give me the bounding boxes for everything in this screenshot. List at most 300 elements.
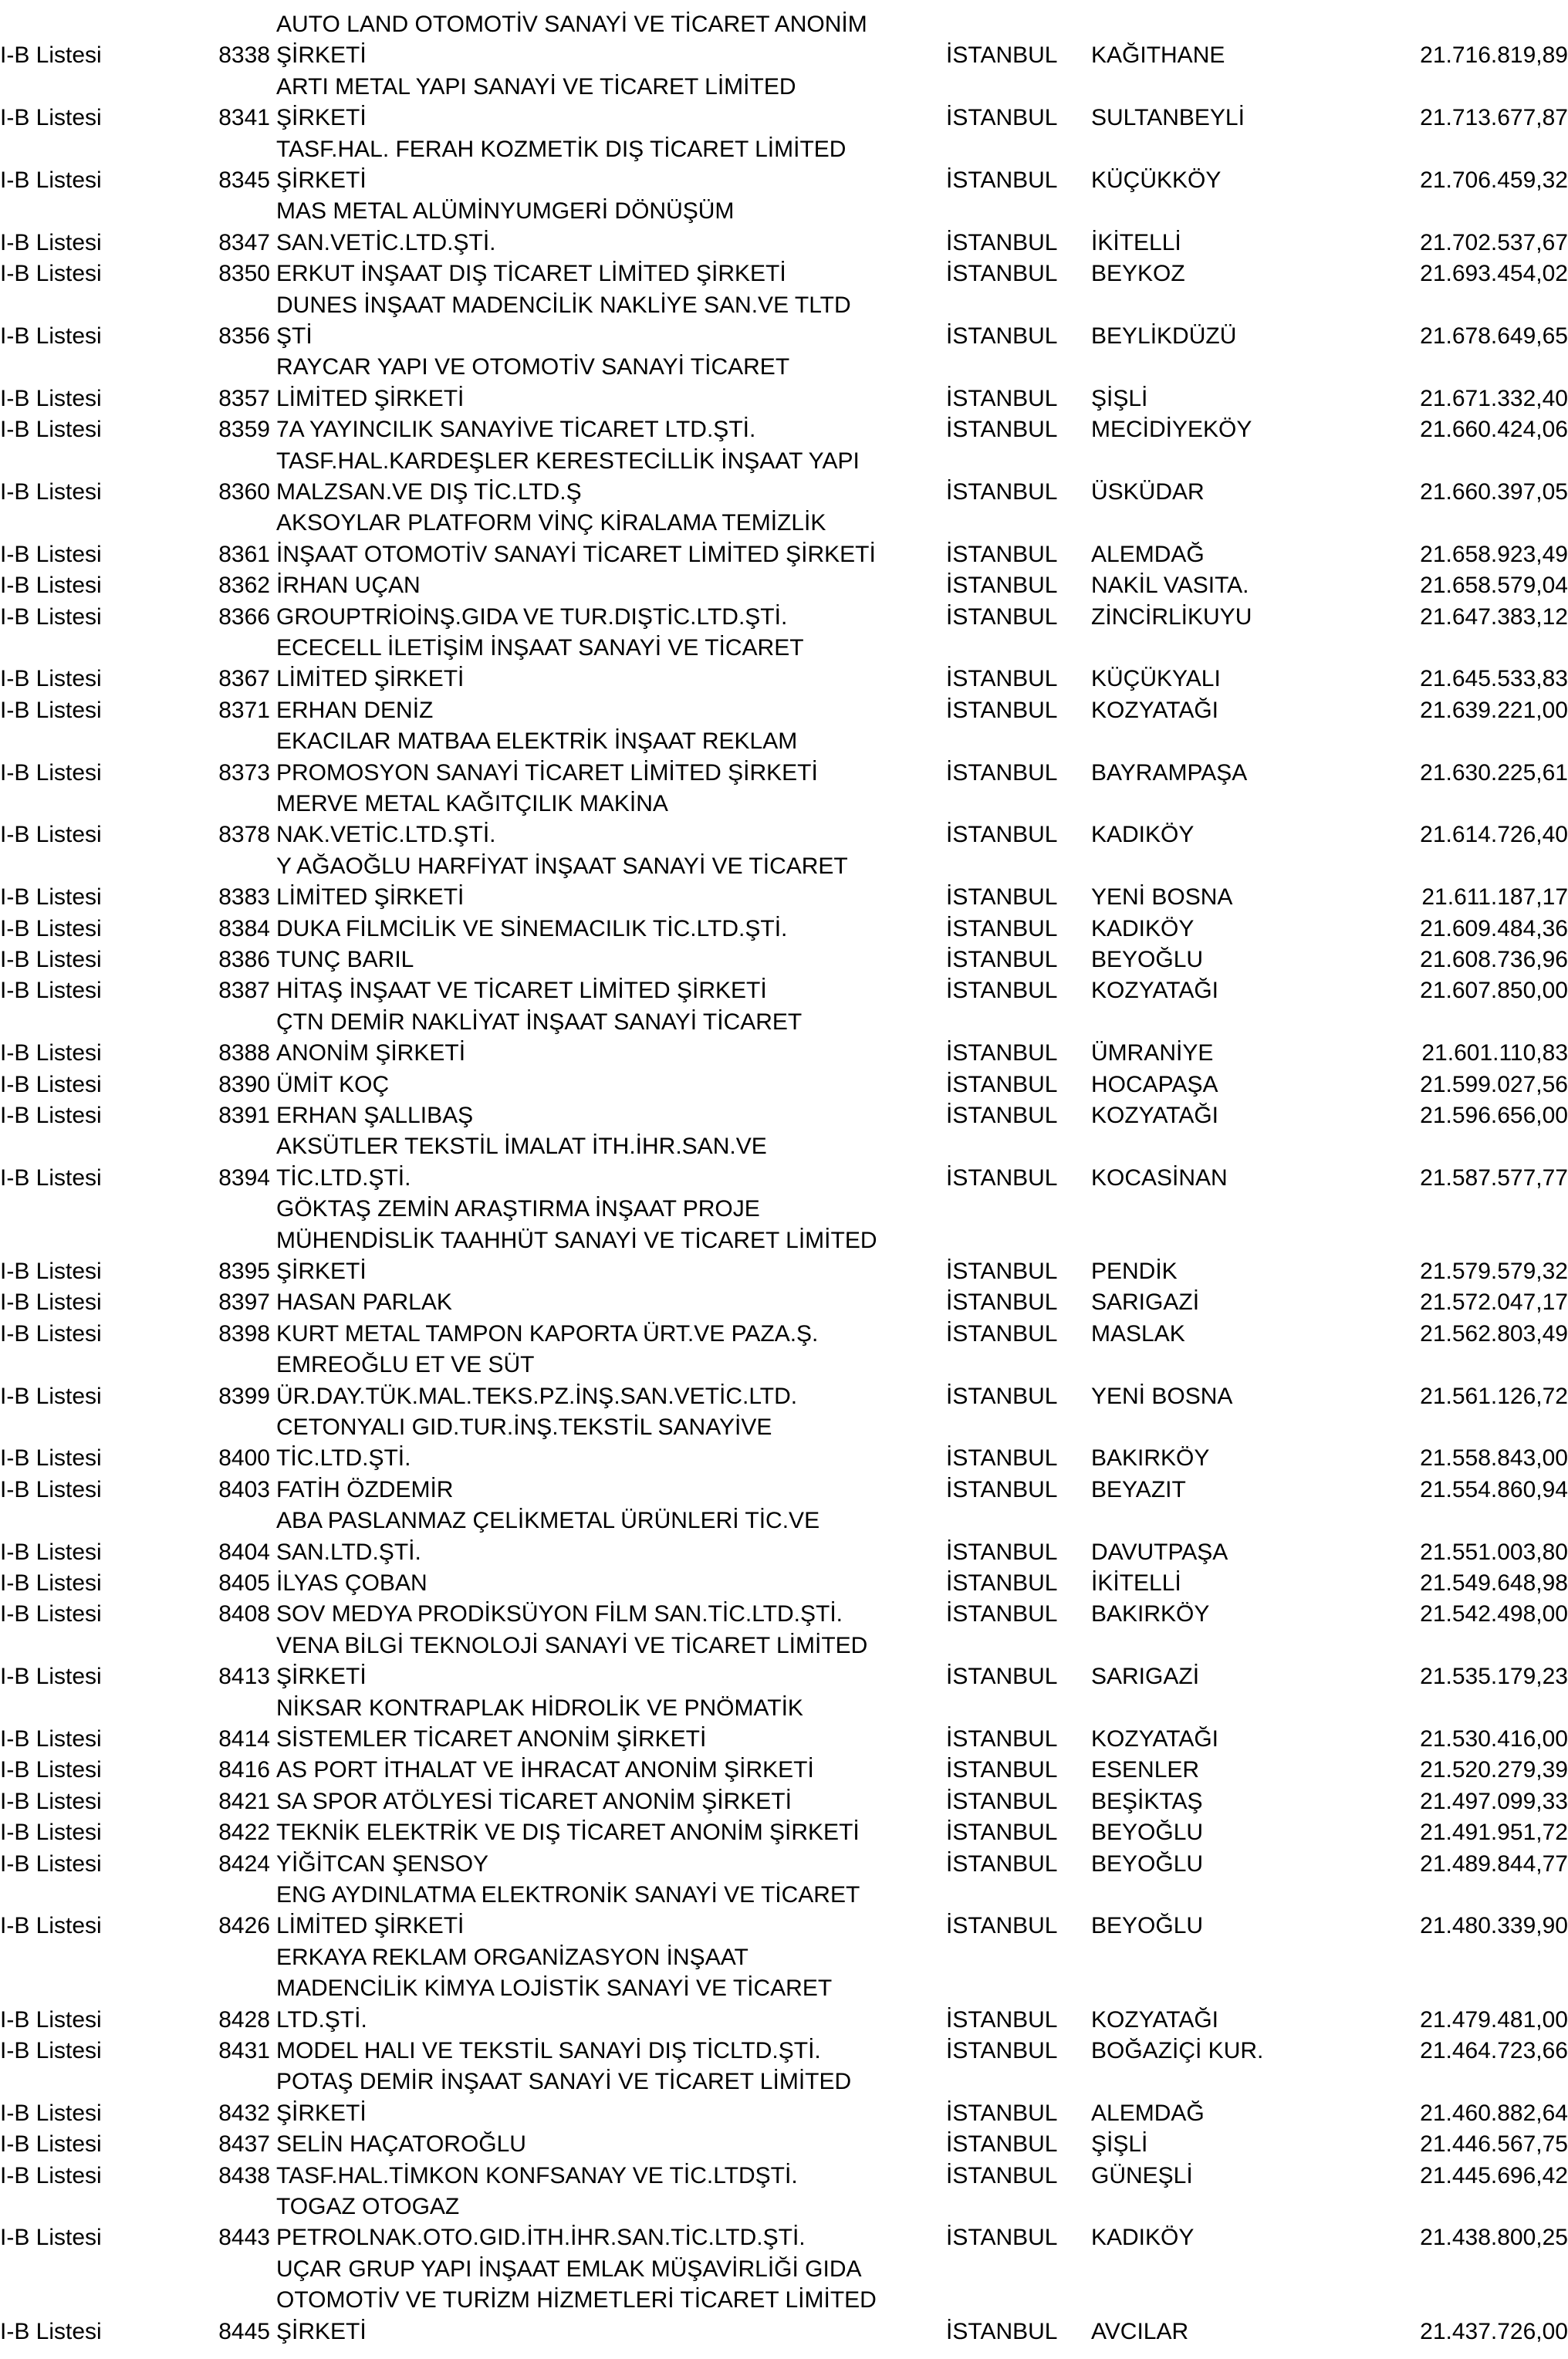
company-name-cell: ERHAN DENİZ [276, 697, 434, 723]
city-cell: İSTANBUL [946, 2100, 1058, 2126]
table-row [0, 851, 1568, 914]
list-name-cell: I-B Listesi [0, 1601, 102, 1627]
company-name-cell: DUKA FİLMCİLİK VE SİNEMACILIK TİC.LTD.ŞTİ. [276, 915, 788, 941]
row-number-cell: 8350 [218, 261, 270, 287]
row-number-cell: 8341 [218, 105, 270, 131]
company-name-cell: EMREOĞLU ET VE SÜT ÜR.DAY.TÜK.MAL.TEKS.PZ.İNŞ.SAN.VETİC.LTD. [276, 1352, 798, 1409]
city-cell: İSTANBUL [946, 666, 1058, 692]
city-cell: İSTANBUL [946, 697, 1058, 723]
row-number-cell: 8361 [218, 541, 270, 567]
table-row [0, 1100, 1568, 1131]
city-cell: İSTANBUL [946, 603, 1058, 630]
amount-cell: 21.639.221,00 [1420, 697, 1568, 723]
amount-cell: 21.611.187,17 [1421, 884, 1568, 911]
amount-cell: 21.520.279,39 [1420, 1757, 1568, 1783]
company-name-cell: AKSOYLAR PLATFORM VİNÇ KİRALAMA TEMİZLİK İNŞAAT OTOMOTİV SANAYİ TİCARET LİMİTED ŞİRKETİ [276, 510, 876, 567]
row-number-cell: 8431 [218, 2037, 270, 2063]
amount-cell: 21.671.332,40 [1420, 385, 1568, 411]
company-name-cell: CETONYALI GID.TUR.İNŞ.TEKSTİL SANAYİVE TİC.LTD.ŞTİ. [276, 1414, 772, 1472]
company-name-cell: TASF.HAL.TİMKON KONFSANAY VE TİC.LTDŞTİ. [276, 2162, 798, 2188]
row-number-cell: 8426 [218, 1913, 270, 1939]
amount-cell: 21.630.225,61 [1420, 759, 1568, 786]
district-cell: KOZYATAĞI [1091, 1102, 1219, 1128]
row-number-cell: 8383 [218, 884, 270, 911]
row-number-cell: 8391 [218, 1102, 270, 1128]
list-name-cell: I-B Listesi [0, 1320, 102, 1347]
table-row [0, 1631, 1568, 1693]
table-row [0, 2129, 1568, 2160]
company-name-cell: EKACILAR MATBAA ELEKTRİK İNŞAAT REKLAM PROMOSYON SANAYİ TİCARET LİMİTED ŞİRKETİ [276, 728, 818, 786]
city-cell: İSTANBUL [946, 759, 1058, 786]
row-number-cell: 8378 [218, 822, 270, 848]
table-row [0, 1319, 1568, 1350]
amount-cell: 21.554.860,94 [1420, 1476, 1568, 1502]
table-row [0, 2036, 1568, 2067]
row-number-cell: 8345 [218, 167, 270, 193]
company-name-cell: ABA PASLANMAZ ÇELİKMETAL ÜRÜNLERİ TİC.VE SAN.LTD.ŞTİ. [276, 1508, 820, 1565]
row-number-cell: 8387 [218, 978, 270, 1004]
city-cell: İSTANBUL [946, 1539, 1058, 1565]
amount-cell: 21.479.481,00 [1420, 2006, 1568, 2033]
table-row [0, 1506, 1568, 1568]
district-cell: BEYAZIT [1091, 1476, 1186, 1502]
district-cell: KAĞITHANE [1091, 42, 1225, 69]
company-name-cell: ÇTN DEMİR NAKLİYAT İNŞAAT SANAYİ TİCARET ANONİM ŞİRKETİ [276, 1009, 803, 1066]
list-name-cell: I-B Listesi [0, 573, 102, 599]
amount-cell: 21.596.656,00 [1420, 1102, 1568, 1128]
row-number-cell: 8399 [218, 1383, 270, 1409]
table-row [0, 633, 1568, 695]
amount-cell: 21.660.397,05 [1420, 478, 1568, 505]
row-number-cell: 8408 [218, 1601, 270, 1627]
company-name-cell: TOGAZ OTOGAZ PETROLNAK.OTO.GID.İTH.İHR.SAN.TİC.LTD.ŞTİ. [276, 2193, 806, 2251]
amount-cell: 21.658.923,49 [1420, 541, 1568, 567]
list-name-cell: I-B Listesi [0, 1289, 102, 1316]
district-cell: BOĞAZİÇİ KUR. [1091, 2037, 1264, 2063]
table-row [0, 1194, 1568, 1287]
table-row [0, 72, 1568, 134]
row-number-cell: 8398 [218, 1320, 270, 1347]
company-name-cell: YİĞİTCAN ŞENSOY [276, 1850, 489, 1877]
table-row [0, 570, 1568, 601]
amount-cell: 21.579.579,32 [1420, 1258, 1568, 1284]
district-cell: KADIKÖY [1091, 915, 1195, 941]
district-cell: GÜNEŞLİ [1091, 2162, 1193, 2188]
company-name-cell: TASF.HAL.KARDEŞLER KERESTECİLLİK İNŞAAT YAPI MALZSAN.VE DIŞ TİC.LTD.Ş [276, 448, 860, 505]
district-cell: KOCASİNAN [1091, 1164, 1228, 1191]
list-name-cell: I-B Listesi [0, 1071, 102, 1097]
table-row [0, 1599, 1568, 1630]
amount-cell: 21.702.537,67 [1420, 229, 1568, 255]
table-row [0, 1817, 1568, 1848]
amount-cell: 21.587.577,77 [1420, 1164, 1568, 1191]
list-name-cell: I-B Listesi [0, 385, 102, 411]
list-name-cell: I-B Listesi [0, 1258, 102, 1284]
city-cell: İSTANBUL [946, 261, 1058, 287]
city-cell: İSTANBUL [946, 2131, 1058, 2158]
amount-cell: 21.645.533,83 [1420, 666, 1568, 692]
district-cell: ZİNCİRLİKUYU [1091, 603, 1252, 630]
company-name-cell: KURT METAL TAMPON KAPORTA ÜRT.VE PAZA.Ş. [276, 1320, 819, 1347]
district-cell: BEYOĞLU [1091, 1820, 1204, 1846]
amount-cell: 21.660.424,06 [1420, 417, 1568, 443]
amount-cell: 21.658.579,04 [1420, 573, 1568, 599]
district-cell: BEŞİKTAŞ [1091, 1788, 1203, 1814]
list-name-cell: I-B Listesi [0, 915, 102, 941]
row-number-cell: 8384 [218, 915, 270, 941]
row-number-cell: 8388 [218, 1040, 270, 1066]
amount-cell: 21.607.850,00 [1420, 978, 1568, 1004]
company-name-cell: NİKSAR KONTRAPLAK HİDROLİK VE PNÖMATİK SİSTEMLER TİCARET ANONİM ŞİRKETİ [276, 1695, 803, 1752]
table-row [0, 975, 1568, 1006]
list-name-cell: I-B Listesi [0, 541, 102, 567]
district-cell: ŞİŞLİ [1091, 385, 1148, 411]
company-name-cell: 7A YAYINCILIK SANAYİVE TİCARET LTD.ŞTİ. [276, 417, 756, 443]
district-cell: İKİTELLİ [1091, 1570, 1181, 1596]
table-row [0, 1287, 1568, 1318]
company-name-cell: ENG AYDINLATMA ELEKTRONİK SANAYİ VE TİCARET LİMİTED ŞİRKETİ [276, 1881, 860, 1939]
district-cell: KÜÇÜKKÖY [1091, 167, 1222, 193]
row-number-cell: 8403 [218, 1476, 270, 1502]
district-cell: BEYOĞLU [1091, 1913, 1204, 1939]
list-name-cell: I-B Listesi [0, 666, 102, 692]
city-cell: İSTANBUL [946, 105, 1058, 131]
table-row [0, 1568, 1568, 1599]
table-row [0, 1693, 1568, 1756]
district-cell: SARIGAZİ [1091, 1289, 1200, 1316]
city-cell: İSTANBUL [946, 1788, 1058, 1814]
city-cell: İSTANBUL [946, 978, 1058, 1004]
list-name-cell: I-B Listesi [0, 1445, 102, 1472]
row-number-cell: 8428 [218, 2006, 270, 2033]
table-row [0, 414, 1568, 445]
list-name-cell: I-B Listesi [0, 1539, 102, 1565]
company-name-cell: RAYCAR YAPI VE OTOMOTİV SANAYİ TİCARET LİMİTED ŞİRKETİ [276, 354, 790, 411]
amount-cell: 21.551.003,80 [1420, 1539, 1568, 1565]
amount-cell: 21.542.498,00 [1420, 1601, 1568, 1627]
city-cell: İSTANBUL [946, 1383, 1058, 1409]
city-cell: İSTANBUL [946, 1164, 1058, 1191]
table-row [0, 2067, 1568, 2129]
list-name-cell: I-B Listesi [0, 1725, 102, 1752]
district-cell: YENİ BOSNA [1091, 884, 1233, 911]
city-cell: İSTANBUL [946, 167, 1058, 193]
table-row [0, 2161, 1568, 2192]
list-name-cell: I-B Listesi [0, 946, 102, 972]
amount-cell: 21.706.459,32 [1420, 167, 1568, 193]
table-row [0, 196, 1568, 259]
list-name-cell: I-B Listesi [0, 167, 102, 193]
district-cell: NAKİL VASITA. [1091, 573, 1249, 599]
company-name-cell: TASF.HAL. FERAH KOZMETİK DIŞ TİCARET LİMİTED ŞİRKETİ [276, 136, 847, 193]
amount-cell: 21.561.126,72 [1420, 1383, 1568, 1409]
city-cell: İSTANBUL [946, 1725, 1058, 1752]
amount-cell: 21.460.882,64 [1420, 2100, 1568, 2126]
row-number-cell: 8366 [218, 603, 270, 630]
city-cell: İSTANBUL [946, 1913, 1058, 1939]
table-row [0, 1475, 1568, 1506]
table-row [0, 1007, 1568, 1070]
amount-cell: 21.489.844,77 [1420, 1850, 1568, 1877]
city-cell: İSTANBUL [946, 2162, 1058, 2188]
amount-cell: 21.716.819,89 [1420, 42, 1568, 69]
table-row [0, 945, 1568, 975]
row-number-cell: 8359 [218, 417, 270, 443]
district-cell: KADIKÖY [1091, 2225, 1195, 2251]
company-name-cell: AKSÜTLER TEKSTİL İMALAT İTH.İHR.SAN.VE TİC.LTD.ŞTİ. [276, 1134, 767, 1191]
company-name-cell: DUNES İNŞAAT MADENCİLİK NAKLİYE SAN.VE TLTD ŞTİ [276, 292, 851, 349]
list-name-cell: I-B Listesi [0, 42, 102, 69]
row-number-cell: 8390 [218, 1071, 270, 1097]
company-name-cell: TEKNİK ELEKTRİK VE DIŞ TİCARET ANONİM ŞİRKETİ [276, 1820, 860, 1846]
city-cell: İSTANBUL [946, 1476, 1058, 1502]
table-row [0, 508, 1568, 570]
district-cell: ÜSKÜDAR [1091, 478, 1205, 505]
district-cell: YENİ BOSNA [1091, 1383, 1233, 1409]
city-cell: İSTANBUL [946, 2318, 1058, 2344]
list-name-cell: I-B Listesi [0, 2318, 102, 2344]
row-number-cell: 8347 [218, 229, 270, 255]
amount-cell: 21.572.047,17 [1420, 1289, 1568, 1316]
amount-cell: 21.599.027,56 [1420, 1071, 1568, 1097]
list-name-cell: I-B Listesi [0, 2225, 102, 2251]
city-cell: İSTANBUL [946, 229, 1058, 255]
district-cell: DAVUTPAŞA [1091, 1539, 1228, 1565]
list-name-cell: I-B Listesi [0, 2162, 102, 2188]
city-cell: İSTANBUL [946, 2225, 1058, 2251]
table-row [0, 726, 1568, 789]
city-cell: İSTANBUL [946, 822, 1058, 848]
list-name-cell: I-B Listesi [0, 1383, 102, 1409]
list-name-cell: I-B Listesi [0, 759, 102, 786]
city-cell: İSTANBUL [946, 2037, 1058, 2063]
city-cell: İSTANBUL [946, 915, 1058, 941]
city-cell: İSTANBUL [946, 946, 1058, 972]
district-cell: ESENLER [1091, 1757, 1200, 1783]
row-number-cell: 8445 [218, 2318, 270, 2344]
list-name-cell: I-B Listesi [0, 1757, 102, 1783]
list-name-cell: I-B Listesi [0, 2006, 102, 2033]
district-cell: BEYLİKDÜZÜ [1091, 323, 1237, 349]
city-cell: İSTANBUL [946, 1040, 1058, 1066]
company-name-cell: GÖKTAŞ ZEMİN ARAŞTIRMA İNŞAAT PROJE MÜHENDİSLİK TAAHHÜT SANAYİ VE TİCARET LİMİTED ŞİRKETİ [276, 1196, 877, 1284]
list-name-cell: I-B Listesi [0, 261, 102, 287]
row-number-cell: 8413 [218, 1664, 270, 1690]
amount-cell: 21.614.726,40 [1420, 822, 1568, 848]
company-name-cell: İRHAN UÇAN [276, 573, 421, 599]
list-name-cell: I-B Listesi [0, 603, 102, 630]
list-name-cell: I-B Listesi [0, 2037, 102, 2063]
row-number-cell: 8397 [218, 1289, 270, 1316]
list-name-cell: I-B Listesi [0, 2131, 102, 2158]
amount-cell: 21.647.383,12 [1420, 603, 1568, 630]
district-cell: BAYRAMPAŞA [1091, 759, 1248, 786]
row-number-cell: 8371 [218, 697, 270, 723]
district-cell: BEYKOZ [1091, 261, 1185, 287]
district-cell: BEYOĞLU [1091, 1850, 1204, 1877]
district-cell: MASLAK [1091, 1320, 1185, 1347]
company-name-cell: ARTI METAL YAPI SANAYİ VE TİCARET LİMİTED ŞİRKETİ [276, 73, 796, 131]
amount-cell: 21.558.843,00 [1420, 1445, 1568, 1472]
row-number-cell: 8357 [218, 385, 270, 411]
list-name-cell: I-B Listesi [0, 1102, 102, 1128]
list-name-cell: I-B Listesi [0, 1164, 102, 1191]
company-name-cell: AS PORT İTHALAT VE İHRACAT ANONİM ŞİRKETİ [276, 1757, 814, 1783]
city-cell: İSTANBUL [946, 1601, 1058, 1627]
row-number-cell: 8356 [218, 323, 270, 349]
list-name-cell: I-B Listesi [0, 1913, 102, 1939]
table-row [0, 352, 1568, 414]
row-number-cell: 8422 [218, 1820, 270, 1846]
table-row [0, 1942, 1568, 2036]
table-row [0, 134, 1568, 197]
row-number-cell: 8405 [218, 1570, 270, 1596]
list-name-cell: I-B Listesi [0, 884, 102, 911]
district-cell: HOCAPAŞA [1091, 1071, 1218, 1097]
row-number-cell: 8386 [218, 946, 270, 972]
row-number-cell: 8404 [218, 1539, 270, 1565]
amount-cell: 21.446.567,75 [1420, 2131, 1568, 2158]
table-row [0, 1350, 1568, 1412]
company-name-cell: ERHAN ŞALLIBAŞ [276, 1102, 474, 1128]
company-name-cell: ERKUT İNŞAAT DIŞ TİCARET LİMİTED ŞİRKETİ [276, 261, 786, 287]
row-number-cell: 8438 [218, 2162, 270, 2188]
row-number-cell: 8338 [218, 42, 270, 69]
row-number-cell: 8360 [218, 478, 270, 505]
city-cell: İSTANBUL [946, 1850, 1058, 1877]
district-cell: ŞİŞLİ [1091, 2131, 1148, 2158]
list-name-cell: I-B Listesi [0, 1850, 102, 1877]
district-cell: BAKIRKÖY [1091, 1601, 1210, 1627]
list-name-cell: I-B Listesi [0, 1570, 102, 1596]
table-row [0, 602, 1568, 633]
company-name-cell: MAS METAL ALÜMİNYUMGERİ DÖNÜŞÜM SAN.VETİC.LTD.ŞTİ. [276, 198, 735, 255]
company-name-cell: POTAŞ DEMİR İNŞAAT SANAYİ VE TİCARET LİMİTED ŞİRKETİ [276, 2069, 852, 2126]
city-cell: İSTANBUL [946, 1445, 1058, 1472]
district-cell: KADIKÖY [1091, 822, 1195, 848]
table-row [0, 1070, 1568, 1100]
city-cell: İSTANBUL [946, 1570, 1058, 1596]
company-name-cell: SELİN HAÇATOROĞLU [276, 2131, 526, 2158]
amount-cell: 21.713.677,87 [1420, 105, 1568, 131]
row-number-cell: 8414 [218, 1725, 270, 1752]
company-name-cell: MERVE METAL KAĞITÇILIK MAKİNA NAK.VETİC.LTD.ŞTİ. [276, 790, 668, 848]
table-row [0, 1755, 1568, 1786]
row-number-cell: 8421 [218, 1788, 270, 1814]
city-cell: İSTANBUL [946, 323, 1058, 349]
district-cell: KOZYATAĞI [1091, 697, 1219, 723]
district-cell: KOZYATAĞI [1091, 978, 1219, 1004]
row-number-cell: 8443 [218, 2225, 270, 2251]
row-number-cell: 8437 [218, 2131, 270, 2158]
company-name-cell: HİTAŞ İNŞAAT VE TİCARET LİMİTED ŞİRKETİ [276, 978, 767, 1004]
list-name-cell: I-B Listesi [0, 697, 102, 723]
row-number-cell: 8424 [218, 1850, 270, 1877]
table-row [0, 290, 1568, 353]
company-name-cell: SOV MEDYA PRODİKSÜYON FİLM SAN.TİC.LTD.ŞTİ. [276, 1601, 843, 1627]
list-name-cell: I-B Listesi [0, 1040, 102, 1066]
company-name-cell: VENA BİLGİ TEKNOLOJİ SANAYİ VE TİCARET LİMİTED ŞİRKETİ [276, 1632, 868, 1690]
company-name-cell: Y AĞAOĞLU HARFİYAT İNŞAAT SANAYİ VE TİCARET LİMİTED ŞİRKETİ [276, 853, 848, 911]
list-name-cell: I-B Listesi [0, 105, 102, 131]
district-cell: ÜMRANİYE [1091, 1040, 1214, 1066]
row-number-cell: 8362 [218, 573, 270, 599]
amount-cell: 21.535.179,23 [1420, 1664, 1568, 1690]
district-cell: SULTANBEYLİ [1091, 105, 1245, 131]
row-number-cell: 8432 [218, 2100, 270, 2126]
company-name-cell: GROUPTRİOİNŞ.GIDA VE TUR.DIŞTİC.LTD.ŞTİ. [276, 603, 788, 630]
company-name-cell: MODEL HALI VE TEKSTİL SANAYİ DIŞ TİCLTD.ŞTİ. [276, 2037, 821, 2063]
row-number-cell: 8416 [218, 1757, 270, 1783]
amount-cell: 21.491.951,72 [1420, 1820, 1568, 1846]
amount-cell: 21.438.800,25 [1420, 2225, 1568, 2251]
district-cell: KOZYATAĞI [1091, 1725, 1219, 1752]
row-number-cell: 8400 [218, 1445, 270, 1472]
city-cell: İSTANBUL [946, 417, 1058, 443]
city-cell: İSTANBUL [946, 385, 1058, 411]
list-name-cell: I-B Listesi [0, 323, 102, 349]
list-name-cell: I-B Listesi [0, 978, 102, 1004]
city-cell: İSTANBUL [946, 2006, 1058, 2033]
city-cell: İSTANBUL [946, 1071, 1058, 1097]
district-cell: ALEMDAĞ [1091, 2100, 1205, 2126]
list-name-cell: I-B Listesi [0, 1664, 102, 1690]
list-name-cell: I-B Listesi [0, 478, 102, 505]
district-cell: KÜÇÜKYALI [1091, 666, 1221, 692]
table-row [0, 695, 1568, 726]
amount-cell: 21.437.726,00 [1420, 2318, 1568, 2344]
list-name-cell: I-B Listesi [0, 822, 102, 848]
table-row [0, 789, 1568, 851]
table-row [0, 259, 1568, 289]
district-cell: BEYOĞLU [1091, 946, 1204, 972]
table-row [0, 1131, 1568, 1194]
row-number-cell: 8367 [218, 666, 270, 692]
district-cell: MECİDİYEKÖY [1091, 417, 1252, 443]
company-name-cell: ECECELL İLETİŞİM İNŞAAT SANAYİ VE TİCARET LİMİTED ŞİRKETİ [276, 634, 804, 692]
city-cell: İSTANBUL [946, 42, 1058, 69]
amount-cell: 21.562.803,49 [1420, 1320, 1568, 1347]
company-name-cell: AUTO LAND OTOMOTİV SANAYİ VE TİCARET ANONİM ŞİRKETİ [276, 11, 867, 69]
amount-cell: 21.464.723,66 [1420, 2037, 1568, 2063]
amount-cell: 21.693.454,02 [1420, 261, 1568, 287]
table-row [0, 446, 1568, 509]
amount-cell: 21.549.648,98 [1420, 1570, 1568, 1596]
company-name-cell: TUNÇ BARIL [276, 946, 414, 972]
district-cell: PENDİK [1091, 1258, 1178, 1284]
list-name-cell: I-B Listesi [0, 2100, 102, 2126]
table-row [0, 1849, 1568, 1880]
city-cell: İSTANBUL [946, 1757, 1058, 1783]
amount-cell: 21.609.484,36 [1420, 915, 1568, 941]
district-cell: KOZYATAĞI [1091, 2006, 1219, 2033]
amount-cell: 21.530.416,00 [1420, 1725, 1568, 1752]
amount-cell: 21.480.339,90 [1420, 1913, 1568, 1939]
district-cell: İKİTELLİ [1091, 229, 1181, 255]
city-cell: İSTANBUL [946, 541, 1058, 567]
city-cell: İSTANBUL [946, 573, 1058, 599]
table-row [0, 2192, 1568, 2254]
company-name-cell: İLYAS ÇOBAN [276, 1570, 427, 1596]
city-cell: İSTANBUL [946, 1320, 1058, 1347]
row-number-cell: 8395 [218, 1258, 270, 1284]
table-row [0, 1412, 1568, 1475]
district-cell: BAKIRKÖY [1091, 1445, 1210, 1472]
city-cell: İSTANBUL [946, 1820, 1058, 1846]
amount-cell: 21.601.110,83 [1421, 1040, 1568, 1066]
company-name-cell: ERKAYA REKLAM ORGANİZASYON İNŞAAT MADENCİLİK KİMYA LOJİSTİK SANAYİ VE TİCARET LTD.ŞTİ. [276, 1944, 833, 2033]
company-name-cell: UÇAR GRUP YAPI İNŞAAT EMLAK MÜŞAVİRLİĞİ GIDA OTOMOTİV VE TURİZM HİZMETLERİ TİCARET LİMİTED ŞİRKETİ [276, 2256, 877, 2344]
